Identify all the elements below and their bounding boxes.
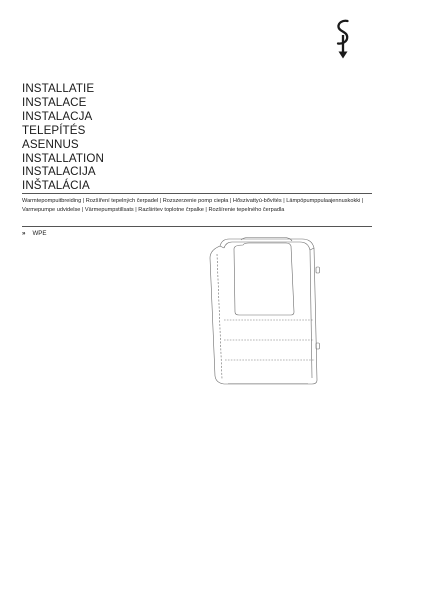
title-slovak: INŠTALÁCIA: [22, 179, 90, 193]
divider-bottom: [22, 226, 372, 227]
wpe-device-drawing-icon: [202, 236, 324, 386]
divider-top: [22, 193, 372, 194]
title-slovenian: INSTALACIJA: [22, 165, 96, 179]
title-polish: INSTALACJA: [22, 109, 93, 123]
product-name: WPE: [32, 230, 47, 237]
title-finnish: ASENNUS: [22, 137, 79, 151]
title-dutch: INSTALLATIE: [22, 82, 95, 95]
installation-title-list: [22, 82, 104, 193]
title-czech: INSTALACE: [22, 95, 87, 109]
title-swedish: INSTALLATION: [22, 151, 104, 165]
stiebel-eltron-logo-icon: [334, 18, 352, 62]
product-description: Warmtepompuitbreiding | Rozšíření tepelných čerpadel | Rozszerzenie pomp ciepła | Hőszivattyú-bővítés | Lämpöpumppulaajennuskokki | Varmepumpe udvidelse | Värmepumpstillsats | Razširitev toplotne črpalke | Rozšírenie tepelného čerpadla: [22, 198, 364, 214]
product-marker: »: [22, 230, 26, 237]
title-hungarian: TELEPÍTÉS: [22, 123, 86, 137]
product-line: [22, 230, 47, 237]
